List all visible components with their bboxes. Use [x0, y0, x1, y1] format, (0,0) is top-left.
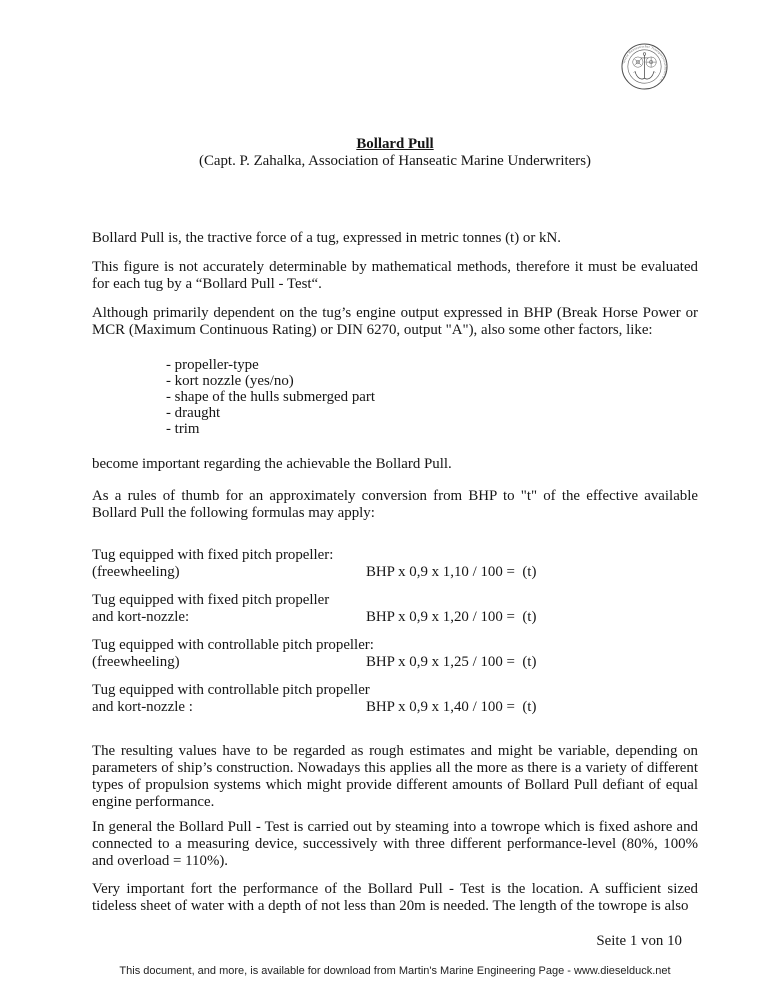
formula-label-line2: (freewheeling) — [92, 564, 180, 580]
formula-expression: BHP x 0,9 x 1,20 / 100 = (t) — [366, 609, 537, 625]
paragraph-location: Very important fort the performance of the Bollard Pull - Test is the location. A sufficient sized tideless sheet of water with a depth of not less than 20m is needed. The length of the towrope is also — [92, 881, 698, 914]
formula-expression: BHP x 0,9 x 1,25 / 100 = (t) — [366, 654, 537, 670]
factors-list — [166, 357, 698, 437]
formula-label-line2: (freewheeling) — [92, 654, 180, 670]
paragraph-test-requirement: This figure is not accurately determinable by mathematical methods, therefore it must be evaluated for each tug by a “Bollard Pull - Test“. — [92, 259, 698, 292]
page-title: Bollard Pull — [356, 136, 434, 152]
title-block — [92, 136, 698, 170]
formula-label-line1: Tug equipped with controllable pitch propeller: — [92, 637, 374, 653]
list-item: - propeller-type — [166, 357, 259, 373]
formula-block-controllable-pitch-kort — [92, 682, 698, 716]
page-subtitle: (Capt. P. Zahalka, Association of Hanseatic Marine Underwriters) — [198, 153, 591, 169]
formula-block-fixed-pitch-kort — [92, 592, 698, 626]
formula-label-line1: Tug equipped with fixed pitch propeller — [92, 592, 330, 608]
paragraph-dependencies: Although primarily dependent on the tug’s engine output expressed in BHP (Break Horse Power or MCR (Maximum Continuous Rating) or DIN 6270, output "A"), also some other factors, like: — [92, 305, 698, 338]
list-item: - shape of the hulls submerged part — [166, 389, 375, 405]
formula-label-line2: and kort-nozzle : — [92, 699, 193, 715]
paragraph-test-procedure: In general the Bollard Pull - Test is carried out by steaming into a towrope which is fixed ashore and connected to a measuring device, successively with three different performance-level (80%, 100% and overload = 110%). — [92, 819, 698, 869]
list-item: - trim — [166, 421, 200, 437]
formula-block-fixed-pitch — [92, 547, 698, 581]
formula-block-controllable-pitch — [92, 637, 698, 671]
seal-ring-text: Verein Hanseatischer Transportversicherer e.V. — [621, 44, 668, 84]
formula-label-line1: Tug equipped with fixed pitch propeller: — [92, 547, 334, 563]
list-item: - kort nozzle (yes/no) — [166, 373, 294, 389]
paragraph-become-important: become important regarding the achievable the Bollard Pull. — [92, 456, 452, 472]
page-number: Seite 1 von 10 — [596, 933, 682, 949]
formula-label-line2: and kort-nozzle: — [92, 609, 190, 625]
formula-label-line1: Tug equipped with controllable pitch propeller — [92, 682, 370, 698]
document-content — [92, 0, 698, 915]
paragraph-resulting-values: The resulting values have to be regarded as rough estimates and might be variable, depending on parameters of ship’s construction. Nowadays this applies all the more as there is a variety of different types of propulsion systems which might provide different amounts of Bollard Pull defiant of equal engine performance. — [92, 743, 698, 810]
formula-expression: BHP x 0,9 x 1,10 / 100 = (t) — [366, 564, 537, 580]
formulas-section — [92, 547, 698, 716]
formula-expression: BHP x 0,9 x 1,40 / 100 = (t) — [366, 699, 537, 715]
paragraph-definition: Bollard Pull is, the tractive force of a tug, expressed in metric tonnes (t) or kN. — [92, 230, 561, 246]
footer-note: This document, and more, is available for download from Martin's Marine Engineering Page - www.dieselduck.net — [119, 965, 671, 977]
list-item: - draught — [166, 405, 221, 421]
paragraph-formulas-intro: As a rules of thumb for an approximately conversion from BHP to "t" of the effective available Bollard Pull the following formulas may apply: — [92, 488, 698, 521]
